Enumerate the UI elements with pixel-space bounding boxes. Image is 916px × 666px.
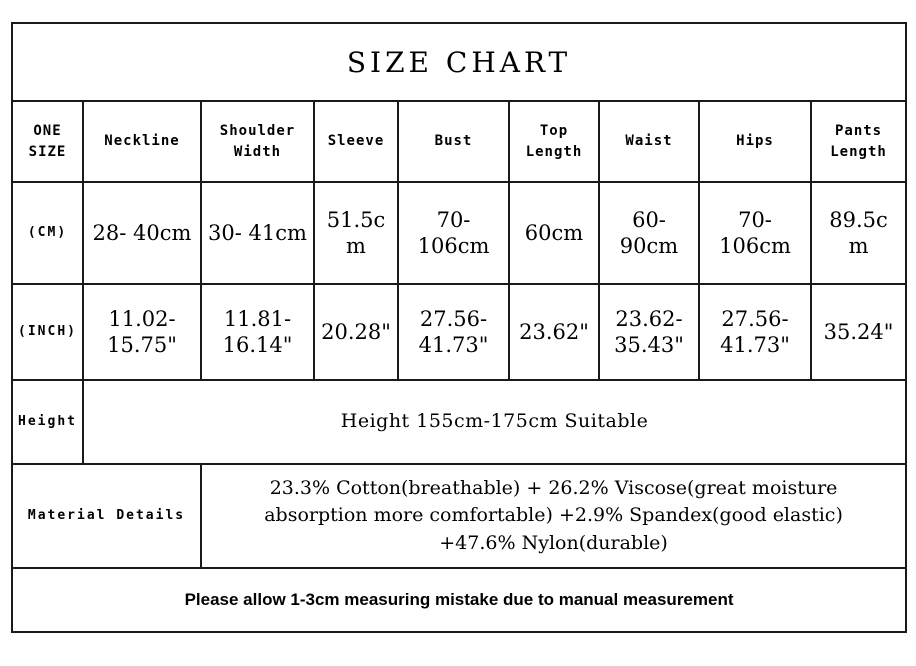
row-label-cm: (CM): [12, 182, 83, 284]
cm-value-sleeve: 51.5cm: [314, 182, 398, 284]
inch-value-neckline: 11.02-15.75": [83, 284, 201, 380]
column-header-top-length: Top Length: [509, 101, 599, 182]
inch-value-pants-length: 35.24": [811, 284, 906, 380]
row-label-material-details: Material Details: [12, 464, 201, 568]
material-row: [12, 464, 906, 568]
cm-value-bust: 70-106cm: [398, 182, 509, 284]
cm-value-shoulder-width: 30- 41cm: [201, 182, 314, 284]
title-row: [12, 23, 906, 101]
column-header-waist: Waist: [599, 101, 699, 182]
column-header-bust: Bust: [398, 101, 509, 182]
material-details-value: [201, 464, 906, 568]
column-header-pants-length: Pants Length: [811, 101, 906, 182]
size-chart-table: [11, 22, 907, 633]
inch-row: [12, 284, 906, 380]
column-header-hips: Hips: [699, 101, 811, 182]
page-title: SIZE CHART: [12, 23, 906, 101]
inch-value-waist: 23.62-35.43": [599, 284, 699, 380]
cm-value-waist: 60-90cm: [599, 182, 699, 284]
inch-value-sleeve: 20.28": [314, 284, 398, 380]
header-row: [12, 101, 906, 182]
column-header-neckline: Neckline: [83, 101, 201, 182]
cm-value-pants-length: 89.5cm: [811, 182, 906, 284]
cm-value-top-length: 60cm: [509, 182, 599, 284]
material-details-text: 23.3% Cotton(breathable) + 26.2% Viscose(great moisture absorption more comfortable) +2.9% Spandex(good elastic) +47.6% Nylon(durable): [264, 476, 843, 554]
row-label-inch: (INCH): [12, 284, 83, 380]
height-row: [12, 380, 906, 464]
cm-row: [12, 182, 906, 284]
measurement-disclaimer: Please allow 1-3cm measuring mistake due to manual measurement: [12, 568, 906, 632]
column-header-sleeve: Sleeve: [314, 101, 398, 182]
footer-row: [12, 568, 906, 632]
inch-value-bust: 27.56-41.73": [398, 284, 509, 380]
inch-value-hips: 27.56-41.73": [699, 284, 811, 380]
inch-value-top-length: 23.62": [509, 284, 599, 380]
column-header-shoulder-width: Shoulder Width: [201, 101, 314, 182]
height-suitable-value: Height 155cm-175cm Suitable: [83, 380, 906, 464]
cm-value-neckline: 28- 40cm: [83, 182, 201, 284]
inch-value-shoulder-width: 11.81-16.14": [201, 284, 314, 380]
cm-value-hips: 70-106cm: [699, 182, 811, 284]
column-header-one-size: ONE SIZE: [12, 101, 83, 182]
row-label-height: Height: [12, 380, 83, 464]
